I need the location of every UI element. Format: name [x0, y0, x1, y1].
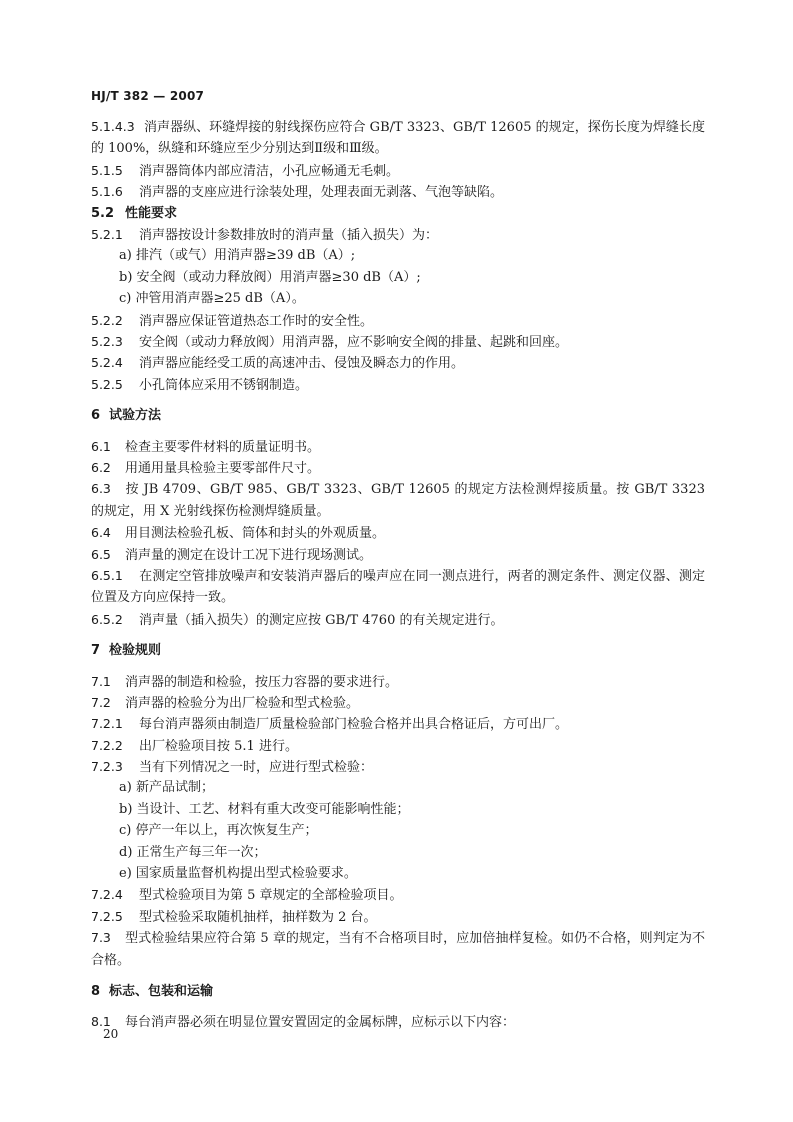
clause-text: 安全阀（或动力释放阀）用消声器，应不影响安全阀的排量、起跳和回座。	[139, 334, 569, 350]
clause	[91, 565, 705, 609]
clause-text: 消声器的支座应进行涂装处理，处理表面无剥落、气泡等缺陷。	[139, 185, 504, 201]
clause-text: 消声器应能经受工质的高速冲击、侵蚀及瞬态力的作用。	[139, 356, 465, 372]
clause-text: 消声量（插入损失）的测定应按 GB/T 4760 的有关规定进行。	[139, 612, 504, 628]
clause	[91, 374, 705, 395]
clause-text: 消声器纵、环缝焊接的射线探伤应符合 GB/T 3323、GB/T 12605 的规定，探伤长度为焊缝长度的 100%，纵缝和环缝应至少分别达到Ⅱ级和Ⅲ级。	[91, 120, 705, 157]
clause	[91, 906, 705, 927]
clause-number: 6.1	[91, 438, 111, 454]
clause-text: 每台消声器必须在明显位置安置固定的金属标牌，应标示以下内容：	[125, 1015, 516, 1031]
clause-text: 每台消声器须由制造厂质量检验部门检验合格并出具合格证后，方可出厂。	[139, 717, 569, 733]
clause-text: 在测定空管排放噪声和安装消声器后的噪声应在同一测点进行，两者的测定条件、测定仪器、测定位置及方向应保持一致。	[91, 568, 705, 606]
document-body	[91, 116, 705, 1033]
clause-number: 7.2.4	[91, 887, 123, 903]
clause	[91, 671, 705, 692]
clause	[91, 1011, 705, 1032]
clause-text: 型式检验结果应符合第 5 章的规定，当有不合格项目时，应加倍抽样复检。如仍不合格，则判定为不合格。	[91, 931, 705, 968]
clause-text: 消声器按设计参数排放时的消声量（插入损失）为：	[139, 227, 439, 243]
clause-text: 用目测法检验孔板、筒体和封头的外观质量。	[125, 526, 386, 542]
clause-text: 消声器的检验分为出厂检验和型式检验。	[125, 695, 360, 711]
clause-text: 消声量的测定在设计工况下进行现场测试。	[125, 547, 373, 563]
clause-number: 5.2.2	[91, 312, 123, 328]
clause-text: 消声器应保证管道热态工作时的安全性。	[139, 313, 374, 329]
list-item: d) 正常生产每三年一次；	[119, 844, 267, 860]
list-item: a) 排汽（或气）用消声器≥39 dB（A）;	[119, 248, 356, 264]
subsection-title: 性能要求	[125, 205, 178, 221]
clause	[91, 522, 705, 543]
clause	[91, 756, 705, 777]
clause	[91, 609, 705, 630]
clause-number: 7.2.3	[91, 759, 123, 775]
list-item: a) 新产品试制；	[119, 780, 214, 796]
clause-number: 5.1.6	[91, 184, 123, 200]
clause-number: 6.3	[91, 481, 111, 497]
clause	[91, 927, 705, 971]
clause-number: 6.5	[91, 546, 111, 562]
clause-text: 消声器的制造和检验，按压力容器的要求进行。	[125, 674, 399, 690]
clause-text: 用通用量具检验主要零部件尺寸。	[125, 460, 321, 476]
section-number: 6	[91, 408, 101, 424]
clause-number: 5.2.3	[91, 333, 123, 349]
clause	[91, 181, 705, 202]
section-heading	[91, 405, 705, 426]
clause	[91, 160, 705, 181]
clause-number: 7.2.1	[91, 716, 123, 732]
clause	[91, 713, 705, 734]
clause-number: 7.2	[91, 694, 111, 710]
clause-number: 6.5.1	[91, 567, 123, 583]
clause-number: 5.2.5	[91, 376, 123, 392]
standard-code-header: HJ/T 382 — 2007	[91, 89, 205, 103]
clause	[91, 457, 705, 478]
clause-number: 7.3	[91, 930, 111, 946]
page-number: 20	[103, 1027, 119, 1041]
section-title: 检验规则	[109, 643, 162, 659]
clause-number: 5.2.1	[91, 226, 123, 242]
clause-number: 7.2.5	[91, 908, 123, 924]
clause	[91, 544, 705, 565]
subsection-heading	[91, 203, 705, 224]
clause-text: 小孔筒体应采用不锈钢制造。	[139, 377, 309, 393]
clause-text: 型式检验采取随机抽样，抽样数为 2 台。	[139, 909, 377, 925]
clause	[91, 331, 705, 352]
section-number: 7	[91, 643, 101, 659]
section-heading	[91, 640, 705, 661]
clause-text: 当有下列情况之一时，应进行型式检验：	[139, 760, 374, 776]
clause-text: 型式检验项目为第 5 章规定的全部检验项目。	[139, 888, 403, 904]
clause	[91, 884, 705, 905]
list-item: c) 冲管用消声器≥25 dB（A）。	[119, 291, 305, 307]
clause-number: 6.4	[91, 525, 111, 541]
section-number: 8	[91, 984, 101, 999]
list-item: b) 安全阀（或动力释放阀）用消声器≥30 dB（A）;	[119, 269, 421, 285]
clause	[91, 692, 705, 713]
clause	[91, 224, 705, 245]
clause-number: 5.1.5	[91, 162, 123, 178]
clause-text: 出厂检验项目按 5.1 进行。	[139, 738, 298, 754]
clause-number: 6.2	[91, 459, 111, 475]
list-item: c) 停产一年以上，再次恢复生产；	[119, 823, 318, 839]
clause-number: 7.1	[91, 673, 111, 689]
list-item: b) 当设计、工艺、材料有重大改变可能影响性能；	[119, 801, 410, 817]
clause-text: 按 JB 4709、GB/T 985、GB/T 3323、GB/T 12605 的规定方法检测焊接质量。按 GB/T 3323 的规定，用 X 光射线探伤检测焊缝质量。	[91, 482, 705, 519]
clause	[91, 352, 705, 373]
section-heading	[91, 981, 705, 1002]
clause-number: 5.1.4.3	[91, 119, 135, 134]
clause-text: 消声器筒体内部应清洁，小孔应畅通无毛刺。	[139, 163, 400, 179]
clause	[91, 478, 705, 522]
clause-number: 6.5.2	[91, 611, 123, 627]
section-title: 标志、包装和运输	[109, 984, 214, 999]
subsection-number: 5.2	[91, 205, 115, 221]
clause-number: 5.2.4	[91, 355, 123, 371]
clause	[91, 436, 705, 457]
clause-number: 7.2.2	[91, 737, 123, 753]
list-item: e) 国家质量监督机构提出型式检验要求。	[119, 866, 357, 882]
clause	[91, 116, 705, 160]
clause	[91, 310, 705, 331]
clause-number: 8.1	[91, 1014, 111, 1030]
clause-text: 检查主要零件材料的质量证明书。	[125, 439, 321, 455]
section-title: 试验方法	[109, 408, 162, 424]
clause	[91, 735, 705, 756]
